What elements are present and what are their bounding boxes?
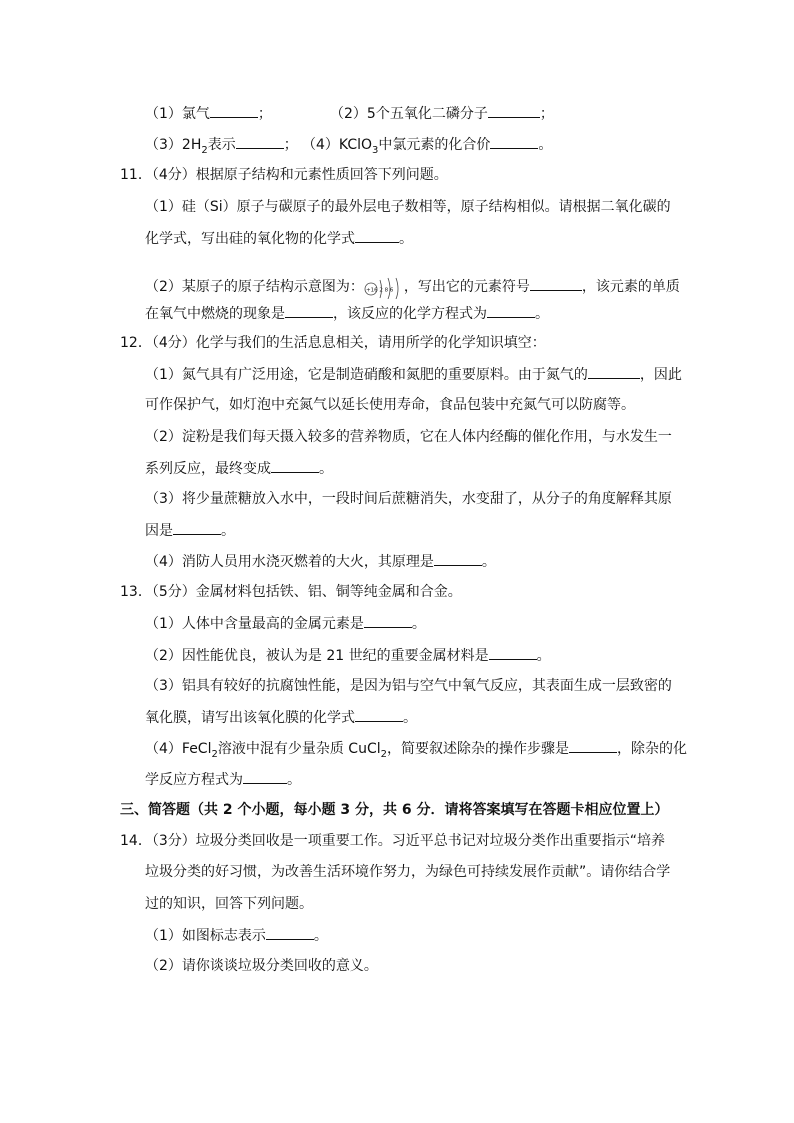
q10-line-2: $(3)2H_2$表示 ；	[145, 134, 298, 155]
answer-blank[interactable]	[530, 276, 582, 291]
q12-p2-line1: （2）淀粉是我们每天摄入较多的营养物质，它在人体内经酶的催化作用，与水发生一	[145, 429, 672, 445]
q11-stem: 11．（4分）根据原子结构和元素性质回答下列问题。	[120, 167, 448, 183]
q10-line-1: （1）氯气 ；	[145, 103, 272, 124]
answer-blank[interactable]	[364, 613, 412, 628]
answer-blank[interactable]	[266, 925, 314, 940]
atom-label: +16 2 8 6	[365, 287, 394, 294]
answer-blank[interactable]	[487, 303, 535, 318]
answer-blank[interactable]	[569, 738, 617, 753]
answer-blank[interactable]	[355, 228, 399, 243]
section-3-heading: 三、简答题（共 2 个小题，每小题 3 分，共 6 分．请将答案填写在答题卡相应位置上）	[120, 802, 669, 818]
answer-blank[interactable]	[271, 458, 319, 473]
q11-p1-line2: 化学式，写出硅的氧化物的化学式 。	[145, 228, 413, 249]
q12-p1-line1: （1）氮气具有广泛用途，它是制造硝酸和氮肥的重要原料。由于氮气的 ，因此	[145, 364, 682, 385]
q13-p4-line2: 学反应方程式为 。	[145, 769, 301, 790]
answer-blank[interactable]	[243, 769, 287, 784]
q12-p4: （4）消防人员用水浇灭燃着的大火，其原理是 。	[145, 551, 496, 572]
q13-p3-line2: 氧化膜，请写出该氧化膜的化学式 。	[145, 707, 417, 728]
atom-structure-diagram	[364, 275, 404, 299]
answer-blank[interactable]	[588, 364, 640, 379]
q13-p1: （1）人体中含量最高的金属元素是 。	[145, 613, 426, 634]
q12-p1-line2: 可作保护气，如灯泡中充氮气以延长使用寿命，食品包装中充氮气可以防腐等。	[145, 397, 635, 413]
q12-p3-line2: 因是 。	[145, 520, 235, 541]
q13-stem: 13．（5分）金属材料包括铁、铝、铜等纯金属和合金。	[120, 584, 462, 600]
answer-blank[interactable]	[490, 134, 538, 149]
answer-blank[interactable]	[173, 520, 221, 535]
q13-p4-line1: （4）FeCl$_2$溶液中混有少量杂质 CuCl$_2$，简要叙述除杂的操作步骤是 ，除杂的化	[145, 738, 687, 759]
q12-stem: 12．（4分）化学与我们的生活息息相关，请用所学的化学知识填空：	[120, 335, 546, 351]
answer-blank[interactable]	[285, 303, 333, 318]
q14-stem-line3: 过的知识，回答下列问题。	[145, 896, 313, 912]
q14-p2: （2）请你谈谈垃圾分类回收的意义。	[145, 958, 378, 974]
q11-p1-line1: （1）硅（Si）原子与碳原子的最外层电子数相等，原子结构相似。请根据二氧化碳的	[145, 199, 671, 215]
answer-blank[interactable]	[434, 551, 482, 566]
q12-p3-line1: （3）将少量蔗糖放入水中，一段时间后蔗糖消失，水变甜了，从分子的角度解释其原	[145, 491, 672, 507]
q11-p2-line2: 在氧气中燃烧的现象是 ，该反应的化学方程式为 。	[145, 303, 549, 324]
answer-blank[interactable]	[489, 645, 537, 660]
answer-blank[interactable]	[236, 134, 284, 149]
answer-blank[interactable]	[210, 103, 258, 118]
q10-line-1b: （2）5个五氧化二磷分子 ；	[330, 103, 554, 124]
answer-blank[interactable]	[355, 707, 403, 722]
answer-blank[interactable]	[488, 103, 540, 118]
q13-p3-line1: （3）铝具有较好的抗腐蚀性能，是因为铝与空气中氧气反应，其表面生成一层致密的	[145, 678, 672, 694]
q12-p2-line2: 系列反应，最终变成 。	[145, 458, 333, 479]
q11-p2-line1: （2）某原子的原子结构示意图为： +16 2 8 6 ，写出它的元素符号 ，该元素的单质	[145, 275, 680, 299]
q10-line-2b: （4）KClO$_3$中氯元素的化合价 。	[302, 134, 552, 155]
q13-p2: （2）因性能优良，被认为是 21 世纪的重要金属材料是 。	[145, 645, 551, 666]
q14-stem-line1: 14．（3分）垃圾分类回收是一项重要工作。习近平总书记对垃圾分类作出重要指示“培养	[120, 833, 665, 849]
q14-stem-line2: 垃圾分类的好习惯，为改善生活环境作努力，为绿色可持续发展作贡献”。请你结合学	[145, 864, 671, 880]
q14-p1: （1）如图标志表示 。	[145, 925, 328, 946]
